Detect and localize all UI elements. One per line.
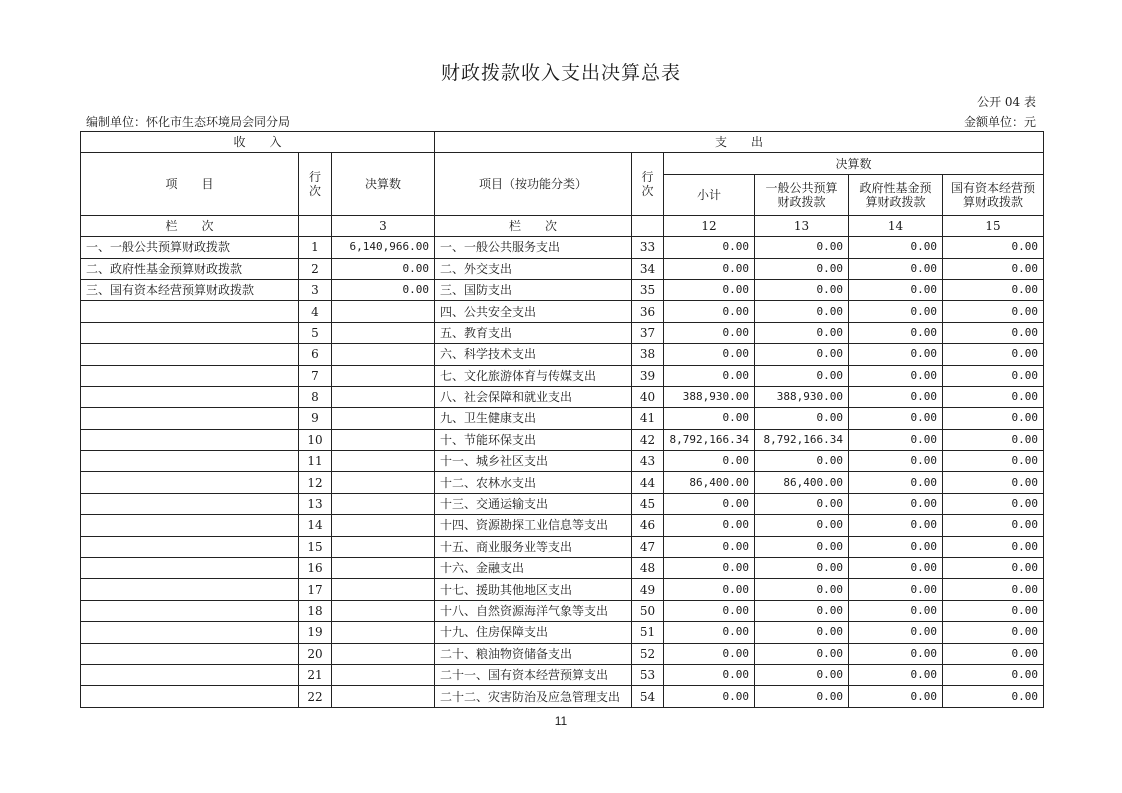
income-item bbox=[81, 408, 299, 429]
expense-subtotal: 0.00 bbox=[664, 301, 755, 322]
expense-capital-budget: 0.00 bbox=[943, 643, 1044, 664]
income-line-number: 4 bbox=[299, 301, 332, 322]
item-func-header: 项目（按功能分类） bbox=[435, 153, 632, 215]
table-row bbox=[81, 600, 1044, 621]
income-item bbox=[81, 472, 299, 493]
income-amount bbox=[332, 643, 435, 664]
income-item bbox=[81, 365, 299, 386]
expense-line-number: 39 bbox=[632, 365, 664, 386]
expense-item: 二、外交支出 bbox=[435, 258, 632, 279]
item-header: 项 目 bbox=[81, 153, 299, 215]
expense-fund-budget: 0.00 bbox=[849, 301, 943, 322]
expense-fund-budget: 0.00 bbox=[849, 258, 943, 279]
income-item bbox=[81, 686, 299, 707]
income-line-number: 6 bbox=[299, 344, 332, 365]
expense-capital-budget: 0.00 bbox=[943, 301, 1044, 322]
hangci-label: 行次 bbox=[641, 170, 654, 199]
expense-subtotal: 0.00 bbox=[664, 579, 755, 600]
expense-capital-budget: 0.00 bbox=[943, 451, 1044, 472]
income-line-number: 18 bbox=[299, 600, 332, 621]
expense-subtotal: 0.00 bbox=[664, 515, 755, 536]
expense-item: 十六、金融支出 bbox=[435, 558, 632, 579]
expense-fund-budget: 0.00 bbox=[849, 386, 943, 407]
income-line-number: 3 bbox=[299, 279, 332, 300]
lanci-col13: 13 bbox=[755, 215, 849, 236]
expense-subtotal: 0.00 bbox=[664, 622, 755, 643]
income-amount bbox=[332, 558, 435, 579]
table-row bbox=[81, 408, 1044, 429]
expense-line-number: 51 bbox=[632, 622, 664, 643]
expense-subtotal: 0.00 bbox=[664, 344, 755, 365]
expense-general-budget: 0.00 bbox=[755, 579, 849, 600]
income-line-number: 7 bbox=[299, 365, 332, 386]
currency-unit: 金额单位：元 bbox=[963, 115, 1036, 129]
table-row bbox=[81, 365, 1044, 386]
expense-item: 一、一般公共服务支出 bbox=[435, 237, 632, 258]
expense-general-budget: 0.00 bbox=[755, 301, 849, 322]
expense-item: 七、文化旅游体育与传媒支出 bbox=[435, 365, 632, 386]
expense-line-number: 48 bbox=[632, 558, 664, 579]
expense-fund-budget: 0.00 bbox=[849, 365, 943, 386]
expense-subtotal: 0.00 bbox=[664, 408, 755, 429]
table-row bbox=[81, 258, 1044, 279]
expense-general-budget: 0.00 bbox=[755, 493, 849, 514]
expense-line-number: 38 bbox=[632, 344, 664, 365]
expense-general-budget: 0.00 bbox=[755, 643, 849, 664]
general-budget-header: 一般公共预算财政拨款 bbox=[755, 174, 849, 215]
expense-general-budget: 0.00 bbox=[755, 451, 849, 472]
expense-capital-budget: 0.00 bbox=[943, 258, 1044, 279]
expense-subtotal: 0.00 bbox=[664, 536, 755, 557]
expense-fund-budget: 0.00 bbox=[849, 515, 943, 536]
income-item bbox=[81, 579, 299, 600]
expense-fund-budget: 0.00 bbox=[849, 344, 943, 365]
income-amount bbox=[332, 322, 435, 343]
expense-subtotal: 0.00 bbox=[664, 279, 755, 300]
expense-subtotal: 0.00 bbox=[664, 558, 755, 579]
income-item bbox=[81, 536, 299, 557]
expense-header: 支 出 bbox=[435, 132, 1044, 153]
income-line-number: 11 bbox=[299, 451, 332, 472]
income-line-number: 10 bbox=[299, 429, 332, 450]
expense-item: 十八、自然资源海洋气象等支出 bbox=[435, 600, 632, 621]
expense-line-number: 40 bbox=[632, 386, 664, 407]
income-line-number: 9 bbox=[299, 408, 332, 429]
lanci-col3: 3 bbox=[332, 215, 435, 236]
expense-general-budget: 0.00 bbox=[755, 258, 849, 279]
expense-subtotal: 86,400.00 bbox=[664, 472, 755, 493]
expense-item: 六、科学技术支出 bbox=[435, 344, 632, 365]
table-row bbox=[81, 558, 1044, 579]
income-line-number: 13 bbox=[299, 493, 332, 514]
expense-line-number: 52 bbox=[632, 643, 664, 664]
income-line-number: 2 bbox=[299, 258, 332, 279]
expense-general-budget: 0.00 bbox=[755, 664, 849, 685]
hangci-header-income bbox=[299, 153, 332, 215]
expense-item: 五、教育支出 bbox=[435, 322, 632, 343]
expense-subtotal: 0.00 bbox=[664, 237, 755, 258]
income-item: 二、政府性基金预算财政拨款 bbox=[81, 258, 299, 279]
income-amount bbox=[332, 664, 435, 685]
expense-capital-budget: 0.00 bbox=[943, 429, 1044, 450]
expense-fund-budget: 0.00 bbox=[849, 600, 943, 621]
income-amount bbox=[332, 451, 435, 472]
expense-line-number: 43 bbox=[632, 451, 664, 472]
table-row bbox=[81, 451, 1044, 472]
expense-fund-budget: 0.00 bbox=[849, 686, 943, 707]
expense-line-number: 54 bbox=[632, 686, 664, 707]
expense-subtotal: 0.00 bbox=[664, 322, 755, 343]
page-number: 11 bbox=[554, 714, 568, 728]
form-number: 公开 04 表 bbox=[977, 95, 1036, 109]
expense-general-budget: 0.00 bbox=[755, 536, 849, 557]
expense-capital-budget: 0.00 bbox=[943, 664, 1044, 685]
income-line-number: 14 bbox=[299, 515, 332, 536]
income-line-number: 17 bbox=[299, 579, 332, 600]
income-amount bbox=[332, 686, 435, 707]
expense-subtotal: 0.00 bbox=[664, 451, 755, 472]
expense-general-budget: 8,792,166.34 bbox=[755, 429, 849, 450]
income-item: 一、一般公共预算财政拨款 bbox=[81, 237, 299, 258]
table-row bbox=[81, 493, 1044, 514]
income-item bbox=[81, 429, 299, 450]
income-item bbox=[81, 515, 299, 536]
expense-line-number: 42 bbox=[632, 429, 664, 450]
expense-capital-budget: 0.00 bbox=[943, 493, 1044, 514]
hangci-label: 行次 bbox=[308, 170, 321, 199]
income-amount bbox=[332, 429, 435, 450]
lanci-empty bbox=[632, 215, 664, 236]
expense-line-number: 33 bbox=[632, 237, 664, 258]
income-amount bbox=[332, 600, 435, 621]
expense-subtotal: 388,930.00 bbox=[664, 386, 755, 407]
income-line-number: 15 bbox=[299, 536, 332, 557]
expense-capital-budget: 0.00 bbox=[943, 322, 1044, 343]
table-row bbox=[81, 279, 1044, 300]
juesuanshu-group-header: 决算数 bbox=[664, 153, 1044, 174]
income-line-number: 19 bbox=[299, 622, 332, 643]
expense-item: 十三、交通运输支出 bbox=[435, 493, 632, 514]
expense-item: 十七、援助其他地区支出 bbox=[435, 579, 632, 600]
table-row bbox=[81, 579, 1044, 600]
expense-subtotal: 0.00 bbox=[664, 686, 755, 707]
capital-budget-header: 国有资本经营预算财政拨款 bbox=[943, 174, 1044, 215]
table-row bbox=[81, 515, 1044, 536]
expense-line-number: 41 bbox=[632, 408, 664, 429]
expense-capital-budget: 0.00 bbox=[943, 536, 1044, 557]
expense-capital-budget: 0.00 bbox=[943, 579, 1044, 600]
expense-capital-budget: 0.00 bbox=[943, 279, 1044, 300]
expense-general-budget: 0.00 bbox=[755, 408, 849, 429]
expense-item: 十二、农林水支出 bbox=[435, 472, 632, 493]
income-amount bbox=[332, 515, 435, 536]
income-line-number: 5 bbox=[299, 322, 332, 343]
expense-item: 二十一、国有资本经营预算支出 bbox=[435, 664, 632, 685]
expense-subtotal: 0.00 bbox=[664, 664, 755, 685]
income-item: 三、国有资本经营预算财政拨款 bbox=[81, 279, 299, 300]
income-line-number: 1 bbox=[299, 237, 332, 258]
expense-fund-budget: 0.00 bbox=[849, 451, 943, 472]
lanci-empty bbox=[299, 215, 332, 236]
expense-item: 三、国防支出 bbox=[435, 279, 632, 300]
expense-fund-budget: 0.00 bbox=[849, 322, 943, 343]
expense-fund-budget: 0.00 bbox=[849, 536, 943, 557]
table-row bbox=[81, 622, 1044, 643]
lanci-col12: 12 bbox=[664, 215, 755, 236]
expense-capital-budget: 0.00 bbox=[943, 472, 1044, 493]
fund-budget-header: 政府性基金预算财政拨款 bbox=[849, 174, 943, 215]
expense-general-budget: 0.00 bbox=[755, 686, 849, 707]
expense-capital-budget: 0.00 bbox=[943, 237, 1044, 258]
income-line-number: 8 bbox=[299, 386, 332, 407]
income-line-number: 20 bbox=[299, 643, 332, 664]
budget-table bbox=[80, 131, 1044, 708]
income-amount: 0.00 bbox=[332, 279, 435, 300]
reporting-unit: 编制单位：怀化市生态环境局会同分局 bbox=[86, 115, 291, 129]
expense-subtotal: 0.00 bbox=[664, 600, 755, 621]
income-item bbox=[81, 622, 299, 643]
expense-line-number: 53 bbox=[632, 664, 664, 685]
income-amount bbox=[332, 386, 435, 407]
expense-item: 九、卫生健康支出 bbox=[435, 408, 632, 429]
table-row bbox=[81, 386, 1044, 407]
expense-capital-budget: 0.00 bbox=[943, 558, 1044, 579]
xiaoji-header: 小计 bbox=[664, 174, 755, 215]
lanci-col14: 14 bbox=[849, 215, 943, 236]
expense-capital-budget: 0.00 bbox=[943, 408, 1044, 429]
expense-line-number: 45 bbox=[632, 493, 664, 514]
page-title: 财政拨款收入支出决算总表 bbox=[440, 62, 681, 84]
expense-capital-budget: 0.00 bbox=[943, 344, 1044, 365]
expense-fund-budget: 0.00 bbox=[849, 472, 943, 493]
income-item bbox=[81, 600, 299, 621]
lanci-label-right: 栏 次 bbox=[435, 215, 632, 236]
table-row bbox=[81, 322, 1044, 343]
income-header: 收 入 bbox=[81, 132, 435, 153]
expense-line-number: 35 bbox=[632, 279, 664, 300]
expense-fund-budget: 0.00 bbox=[849, 429, 943, 450]
table-row bbox=[81, 472, 1044, 493]
expense-fund-budget: 0.00 bbox=[849, 493, 943, 514]
expense-general-budget: 86,400.00 bbox=[755, 472, 849, 493]
expense-item: 十五、商业服务业等支出 bbox=[435, 536, 632, 557]
expense-fund-budget: 0.00 bbox=[849, 237, 943, 258]
lanci-col15: 15 bbox=[943, 215, 1044, 236]
table-row bbox=[81, 237, 1044, 258]
expense-general-budget: 0.00 bbox=[755, 600, 849, 621]
income-amount bbox=[332, 622, 435, 643]
expense-capital-budget: 0.00 bbox=[943, 386, 1044, 407]
expense-item: 十四、资源勘探工业信息等支出 bbox=[435, 515, 632, 536]
expense-fund-budget: 0.00 bbox=[849, 279, 943, 300]
table-row bbox=[81, 536, 1044, 557]
income-line-number: 16 bbox=[299, 558, 332, 579]
expense-subtotal: 8,792,166.34 bbox=[664, 429, 755, 450]
expense-fund-budget: 0.00 bbox=[849, 643, 943, 664]
income-item bbox=[81, 322, 299, 343]
income-item bbox=[81, 493, 299, 514]
expense-capital-budget: 0.00 bbox=[943, 686, 1044, 707]
expense-item: 十一、城乡社区支出 bbox=[435, 451, 632, 472]
table-row bbox=[81, 344, 1044, 365]
expense-general-budget: 0.00 bbox=[755, 279, 849, 300]
income-item bbox=[81, 664, 299, 685]
income-amount bbox=[332, 579, 435, 600]
income-line-number: 22 bbox=[299, 686, 332, 707]
income-amount: 0.00 bbox=[332, 258, 435, 279]
income-item bbox=[81, 344, 299, 365]
income-item bbox=[81, 301, 299, 322]
expense-fund-budget: 0.00 bbox=[849, 579, 943, 600]
expense-fund-budget: 0.00 bbox=[849, 408, 943, 429]
expense-fund-budget: 0.00 bbox=[849, 558, 943, 579]
expense-fund-budget: 0.00 bbox=[849, 622, 943, 643]
expense-line-number: 47 bbox=[632, 536, 664, 557]
table-row bbox=[81, 686, 1044, 707]
income-amount bbox=[332, 493, 435, 514]
income-amount bbox=[332, 472, 435, 493]
expense-item: 二十、粮油物资储备支出 bbox=[435, 643, 632, 664]
income-amount bbox=[332, 365, 435, 386]
expense-capital-budget: 0.00 bbox=[943, 515, 1044, 536]
income-item bbox=[81, 451, 299, 472]
table-row bbox=[81, 643, 1044, 664]
lanci-label-left: 栏 次 bbox=[81, 215, 299, 236]
expense-item: 八、社会保障和就业支出 bbox=[435, 386, 632, 407]
expense-general-budget: 0.00 bbox=[755, 344, 849, 365]
expense-fund-budget: 0.00 bbox=[849, 664, 943, 685]
expense-general-budget: 0.00 bbox=[755, 622, 849, 643]
expense-item: 四、公共安全支出 bbox=[435, 301, 632, 322]
table-row bbox=[81, 664, 1044, 685]
expense-item: 二十二、灾害防治及应急管理支出 bbox=[435, 686, 632, 707]
expense-item: 十九、住房保障支出 bbox=[435, 622, 632, 643]
juesuanshu-header: 决算数 bbox=[332, 153, 435, 215]
expense-subtotal: 0.00 bbox=[664, 258, 755, 279]
income-amount bbox=[332, 344, 435, 365]
income-amount bbox=[332, 301, 435, 322]
expense-capital-budget: 0.00 bbox=[943, 600, 1044, 621]
expense-general-budget: 0.00 bbox=[755, 558, 849, 579]
expense-general-budget: 0.00 bbox=[755, 515, 849, 536]
expense-general-budget: 0.00 bbox=[755, 322, 849, 343]
income-amount: 6,140,966.00 bbox=[332, 237, 435, 258]
expense-general-budget: 0.00 bbox=[755, 237, 849, 258]
expense-line-number: 46 bbox=[632, 515, 664, 536]
income-line-number: 21 bbox=[299, 664, 332, 685]
expense-line-number: 44 bbox=[632, 472, 664, 493]
expense-line-number: 49 bbox=[632, 579, 664, 600]
income-item bbox=[81, 386, 299, 407]
income-item bbox=[81, 558, 299, 579]
expense-line-number: 36 bbox=[632, 301, 664, 322]
expense-subtotal: 0.00 bbox=[664, 643, 755, 664]
expense-line-number: 50 bbox=[632, 600, 664, 621]
expense-general-budget: 388,930.00 bbox=[755, 386, 849, 407]
hangci-header-expense bbox=[632, 153, 664, 215]
table-row bbox=[81, 301, 1044, 322]
income-item bbox=[81, 643, 299, 664]
expense-general-budget: 0.00 bbox=[755, 365, 849, 386]
expense-item: 十、节能环保支出 bbox=[435, 429, 632, 450]
expense-capital-budget: 0.00 bbox=[943, 365, 1044, 386]
expense-capital-budget: 0.00 bbox=[943, 622, 1044, 643]
expense-line-number: 34 bbox=[632, 258, 664, 279]
income-line-number: 12 bbox=[299, 472, 332, 493]
expense-line-number: 37 bbox=[632, 322, 664, 343]
income-amount bbox=[332, 536, 435, 557]
table-row bbox=[81, 429, 1044, 450]
income-amount bbox=[332, 408, 435, 429]
expense-subtotal: 0.00 bbox=[664, 365, 755, 386]
expense-subtotal: 0.00 bbox=[664, 493, 755, 514]
